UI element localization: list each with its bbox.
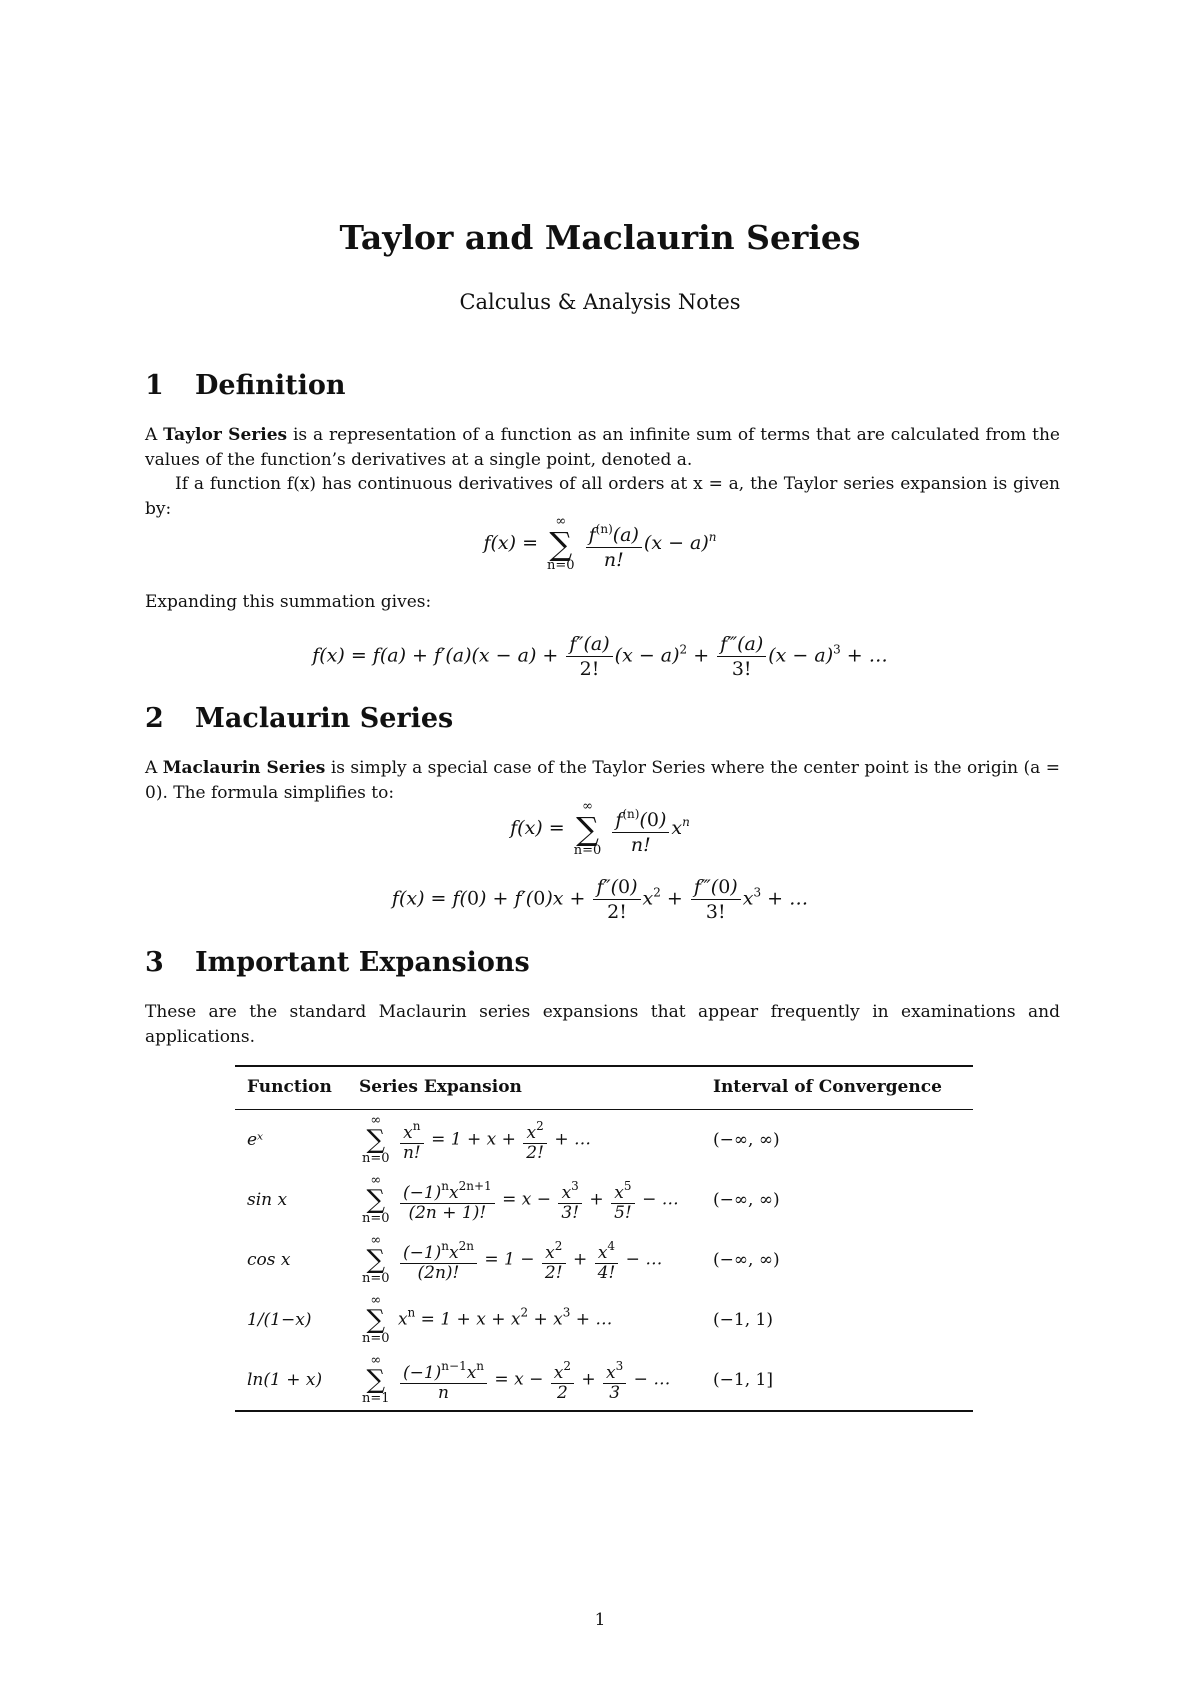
section-number: 1 — [145, 370, 164, 401]
page-number: 1 — [594, 1610, 606, 1630]
section-heading-definition — [145, 370, 345, 401]
expansions-intro: These are the standard Maclaurin series expansions that appear frequently in examinations and applications. — [145, 1002, 1060, 1047]
table-row — [235, 1290, 973, 1350]
definition-paragraph-3: Expanding this summation gives: — [145, 592, 432, 612]
taylor-series-term: Taylor Series — [163, 425, 288, 445]
section-heading-maclaurin — [145, 703, 453, 734]
function-cell: eˣ — [247, 1130, 264, 1150]
series-cell: ∞ ∑ n=0 $\frac{(-1)^nx^{2n+1}}{(2n + 1)!}$ = x − $\frac{x^3}{3!}$ + $\frac{x^5}{5!}$ − … — [362, 1173, 679, 1226]
definition-paragraph-2: If a function f(x) has continuous derivatives of all orders at x = a, the Taylor series expansion is given by: — [145, 474, 1060, 519]
column-header-function: Function — [235, 1066, 347, 1110]
section-number: 2 — [145, 703, 164, 734]
function-cell: ln(1 + x) — [235, 1350, 347, 1411]
series-cell: ∞ ∑ n=0 $\frac{x^n}{n!}$ = 1 + x + $\frac{x^2}{2!}$ + … — [362, 1113, 592, 1166]
interval-cell: (−∞, ∞) — [713, 1190, 780, 1210]
section-title: Definition — [195, 370, 346, 401]
section-heading-expansions — [145, 947, 530, 978]
function-cell: cos x — [247, 1250, 291, 1270]
expansions-table — [235, 1065, 973, 1412]
table-row — [235, 1230, 973, 1290]
table-header-row — [235, 1066, 973, 1110]
taylor-expanded-formula: f(x) = f(a) + f′(a)(x − a) + $\frac{f''(a)}{2!}$ $(x - a)^2$ + $\frac{f‴(a)}{3!}$ $(x - a)^3$ + … — [312, 633, 888, 680]
definition-paragraph-1: A Taylor Series is a representation of a function as an infinite sum of terms that are calculated from the values of the function’s derivatives at a single point, denoted a. — [145, 425, 1060, 470]
document-title: Taylor and Maclaurin Series — [339, 218, 861, 257]
function-cell: sin x — [247, 1190, 288, 1210]
series-cell: ∞ ∑ n=0 $\frac{(-1)^nx^{2n}}{(2n)!}$ = 1 − $\frac{x^2}{2!}$ + $\frac{x^4}{4!}$ − … — [362, 1233, 663, 1286]
maclaurin-expanded-formula: f(x) = f(0) + f′(0)x + $\frac{f''(0)}{2!}$ $x^2$ + $\frac{f‴(0)}{3!}$ $x^3$ + … — [391, 876, 809, 923]
interval-cell: (−∞, ∞) — [713, 1250, 780, 1270]
interval-cell: (−∞, ∞) — [713, 1130, 780, 1150]
summation-symbol: ∞ ∑ n=0 — [547, 514, 575, 573]
interval-cell: (−1, 1) — [713, 1310, 773, 1330]
interval-cell: (−1, 1] — [701, 1350, 973, 1411]
table-row — [235, 1350, 973, 1411]
taylor-sum-formula: f(x) = ∞ ∑ n=0 $\frac{f^{(n)}(a)}{n!}$ $(x - a)^n$ — [483, 514, 717, 573]
column-header-interval: Interval of Convergence — [701, 1066, 973, 1110]
series-cell: ∞ ∑ n=0 $x^n = 1 + x + x^2 + x^3$ + … — [362, 1293, 613, 1346]
section-title: Maclaurin Series — [195, 703, 454, 734]
document-subtitle: Calculus & Analysis Notes — [459, 290, 741, 314]
maclaurin-paragraph: A Maclaurin Series is simply a special case of the Taylor Series where the center point is the origin (a = 0). The formula simplifies to: — [145, 758, 1060, 803]
maclaurin-series-term: Maclaurin Series — [162, 758, 326, 778]
table-row — [235, 1170, 973, 1230]
section-title: Important Expansions — [195, 947, 530, 978]
function-cell: 1/(1−x) — [247, 1310, 312, 1330]
column-header-series: Series Expansion — [347, 1066, 701, 1110]
table-row — [235, 1110, 973, 1171]
section-number: 3 — [145, 947, 164, 978]
summation-symbol: ∞ ∑ n=0 — [573, 799, 602, 858]
maclaurin-sum-formula: f(x) = ∞ ∑ n=0 $\frac{f^{(n)}(0)}{n!}$ $x^n$ — [510, 799, 690, 858]
series-cell: ∞ ∑ n=1 $\frac{(-1)^{n-1}x^n}{n}$ = x − $\frac{x^2}{2}$ + $\frac{x^3}{3}$ − … — [347, 1350, 701, 1411]
